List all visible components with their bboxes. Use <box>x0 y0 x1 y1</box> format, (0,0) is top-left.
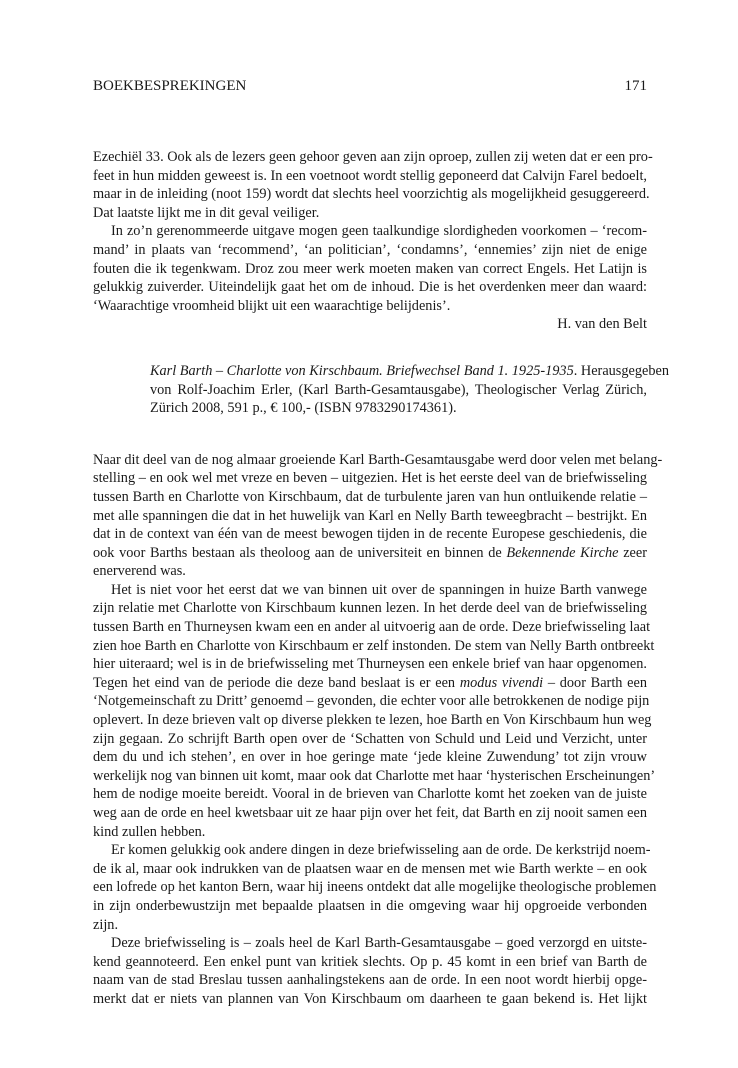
review-text <box>93 451 663 1009</box>
citation-text: Zürich 2008, 591 p., € 100,- (ISBN 9783290174361). <box>150 400 457 417</box>
text-line <box>93 674 647 693</box>
book-citation <box>93 362 670 418</box>
text-line <box>93 804 647 823</box>
text-segment: werkelijk nog van binnen uit komt, maar ook dat Charlotte met haar ‘hysterischen Erscheinungen’ <box>93 767 656 784</box>
text-line: ‘Waarachtige vroomheid blijkt uit een waarachtige belijdenis’. <box>93 297 451 314</box>
paragraph <box>93 934 647 1008</box>
text-segment: stelling – en ook wel met vreze en beven – uitgezien. Het is het eerste deel van de briefwisseling <box>93 470 647 487</box>
paragraph <box>93 581 656 841</box>
citation-line <box>150 381 647 400</box>
text-segment: zien hoe Barth en Charlotte von Kirschbaum er zelf instonden. De stem van Nelly Barth ontbreekt <box>93 637 655 654</box>
text-line <box>93 618 651 637</box>
page-number: 171 <box>624 78 647 94</box>
text-line <box>93 916 647 935</box>
text-segment: merkt dat er niets van plannen van Von Kirschbaum om daarheen te gaan bekend is. Het lijkt <box>93 990 647 1007</box>
text-line <box>93 525 647 544</box>
text-line <box>93 692 650 711</box>
text-segment: tussen Barth en Charlotte von Kirschbaum, dat de turbulente jaren van hun ontluikende relatie – <box>93 488 647 505</box>
text-line <box>93 730 647 749</box>
text-line <box>93 934 647 953</box>
reviewer-signature <box>93 315 647 334</box>
text-line <box>93 711 652 730</box>
text-line <box>93 953 647 972</box>
text-segment: hem de nodige moeite bereidt. Vooral in de brieven van Charlotte komt het zoeken van de juiste <box>93 786 647 803</box>
text-segment: zijn relatie met Charlotte von Kirschbaum kunnen lezen. In het derde deel van de briefwisseling <box>93 600 647 617</box>
text-segment: kend geannoteerd. Een enkel punt van kritiek slechts. Op p. 45 komt in een brief van Barth de <box>93 953 647 970</box>
text-line <box>93 488 647 507</box>
previous-review-text <box>93 148 653 315</box>
text-line <box>93 860 647 879</box>
text-segment: Deze briefwisseling is – zoals heel de Karl Barth-Gesamtausgabe – goed verzorgd en uitste- <box>111 935 647 952</box>
citation-line <box>150 399 647 418</box>
text-line <box>93 823 647 842</box>
text-line <box>93 767 656 786</box>
text-line <box>93 748 647 767</box>
text-line: Ezechiël 33. Ook als de lezers geen gehoor geven aan zijn oproep, zullen zij weten dat er een pro- <box>93 149 653 165</box>
text-line: In zo’n gerenommeerde uitgave mogen geen taalkundige slordigheden voorkomen – ‘recom- <box>111 223 647 240</box>
section-title: BOEKBESPREKINGEN <box>93 78 247 94</box>
text-line <box>93 599 647 618</box>
text-segment: weg aan de orde en heel kwetsbaar uit ze haar pijn over het feit, dat Barth en zij nooit samen een <box>93 805 647 821</box>
text-segment: dem du und ich stehen’, en over in hoe geringe mate ‘jede kleine Zuwendung’ tot zijn vrouw <box>93 749 647 766</box>
text-line: gelukkig zuiverder. Uiteindelijk gaat het om de inhoud. Die is het overdenken meer dan waard: <box>93 279 647 296</box>
book-title: Karl Barth – Charlotte von Kirschbaum. Briefwechsel Band 1. 1925-1935 <box>150 362 574 379</box>
text-segment: ook voor Barths bestaan als theoloog aan de universiteit en binnen de <box>93 544 507 561</box>
text-segment: – door Barth een <box>543 674 647 691</box>
running-header <box>93 78 647 95</box>
text-line <box>93 562 647 581</box>
text-line <box>93 878 657 897</box>
text-line <box>93 507 647 526</box>
text-line <box>93 581 647 600</box>
page-body <box>93 148 670 1009</box>
text-line <box>93 655 647 674</box>
text-segment: kind zullen hebben. <box>93 823 206 840</box>
text-line <box>93 469 647 488</box>
italic-text: modus vivendi <box>459 674 544 691</box>
signature-line: H. van den Belt <box>557 316 647 333</box>
text-line <box>93 785 647 804</box>
text-segment: oplevert. In deze brieven valt op diverse plekken te lezen, hoe Barth en Von Kirschbaum hun weg <box>93 712 652 729</box>
text-line <box>93 841 651 860</box>
text-line <box>93 971 647 990</box>
text-line: maar in de inleiding (noot 159) wordt dat slechts heel voorzichtig als mogelijkheid gesuggereerd. <box>93 186 650 203</box>
text-segment: dat in de context van één van de meest bewogen tijden in de recente Europese geschiedenis, die <box>93 526 647 543</box>
paragraph <box>93 148 653 222</box>
text-segment: enerverend was. <box>93 563 186 580</box>
text-line: fouten die ik tegenkwam. Droz zou meer werk moeten maken van correct Engels. Het Latijn is <box>93 260 647 277</box>
text-segment: Tegen het eind van de periode die deze band beslaat is er een <box>93 674 460 691</box>
text-line: feet in hun midden geweest is. In een voetnoot wordt stellig geponeerd dat Calvijn Farel bedoelt, <box>93 167 647 184</box>
text-segment: zijn gegaan. Zo schrijft Barth open over de ‘Schatten von Schuld und Leid und Verzicht, unter <box>93 730 647 747</box>
text-line <box>93 544 647 563</box>
text-segment: zijn. <box>93 916 119 933</box>
paragraph <box>93 451 663 581</box>
text-segment: naam van de stad Breslau tussen aanhalingstekens aan de orde. In een noot wordt hierbij opge- <box>93 972 647 989</box>
text-segment: zeer <box>618 544 648 561</box>
text-segment: Naar dit deel van de nog almaar groeiende Karl Barth-Gesamtausgabe werd door velen met belang- <box>93 451 663 468</box>
citation-text: von Rolf-Joachim Erler, (Karl Barth-Gesamtausgabe), Theologischer Verlag Zürich, <box>150 381 647 398</box>
text-segment: de ik al, maar ook indrukken van de plaatsen waar en de mensen met wie Barth werkte – en ook <box>93 860 647 877</box>
italic-text: Bekennende Kirche <box>506 544 619 561</box>
text-segment: een lofrede op het kanton Bern, waar hij ineens ontdekt dat alle mogelijke theologische problemen <box>93 879 657 896</box>
text-line <box>93 637 655 656</box>
paragraph <box>93 222 647 315</box>
text-segment: ‘Notgemeinschaft zu Dritt’ genoemd – gevonden, die echter voor alle betrokkenen de nodige pijn <box>93 693 650 710</box>
text-segment: Er komen gelukkig ook andere dingen in deze briefwisseling aan de orde. De kerkstrijd noem- <box>111 842 651 859</box>
text-line <box>93 897 647 916</box>
text-segment: tussen Barth en Thurneysen kwam een en ander al uitvoerig aan de orde. Deze briefwisseling laat <box>93 619 651 636</box>
citation-text: . Herausgegeben <box>573 362 670 379</box>
text-line: mand’ in plaats van ‘recommend’, ‘an politician’, ‘condamns’, ‘ennemies’ zijn niet de enige <box>93 241 647 258</box>
text-segment: in zijn onderbewustzijn met bepaalde plaatsen in die omgeving waar hij opgroeide verbonden <box>93 897 647 914</box>
text-line: Dat laatste lijkt me in dit geval veiliger. <box>93 204 320 221</box>
text-segment: met alle spanningen die dat in het huwelijk van Karl en Nelly Barth teweegbracht – bestrijkt. En <box>93 507 647 524</box>
text-line <box>93 990 647 1009</box>
paragraph <box>93 841 657 934</box>
text-segment: hier uiteraard; wel is in de briefwisseling met Thurneysen een enkele brief van haar opgenomen. <box>93 656 647 673</box>
text-segment: Het is niet voor het eerst dat we van binnen uit over de spanningen in huize Barth vanwege <box>111 581 647 598</box>
citation-line <box>150 362 670 381</box>
text-line <box>93 451 663 470</box>
